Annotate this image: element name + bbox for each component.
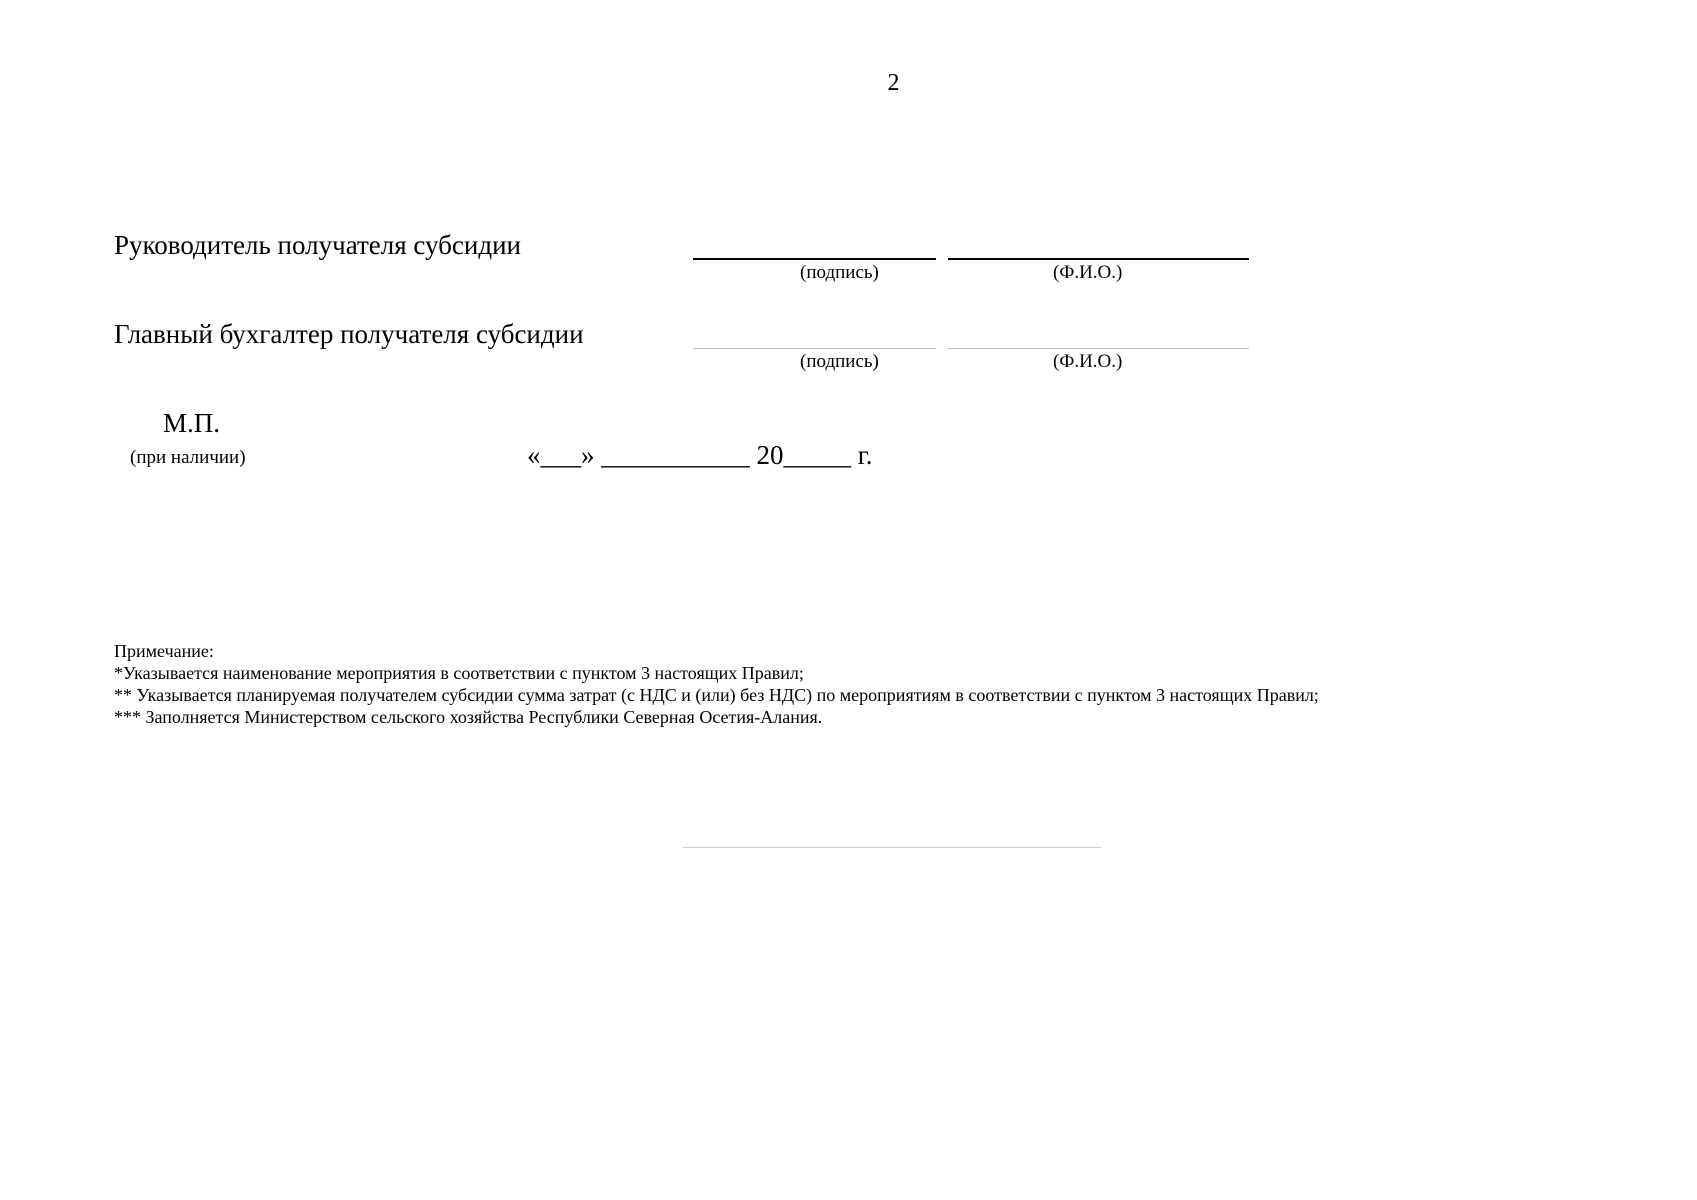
bottom-divider — [683, 847, 1101, 848]
notes-section — [114, 640, 1319, 728]
head-signature-caption: (подпись) — [800, 262, 879, 283]
stamp-label: М.П. — [163, 408, 221, 438]
note-item: *Указывается наименование мероприятия в соответствии с пунктом 3 настоящих Правил; — [114, 663, 804, 683]
head-role-label: Руководитель получателя субсидии — [114, 230, 521, 260]
head-name-caption: (Ф.И.О.) — [1053, 262, 1123, 283]
page-number: 2 — [887, 70, 900, 96]
accountant-name-line — [948, 348, 1249, 349]
head-name-line — [948, 258, 1249, 260]
accountant-name-caption: (Ф.И.О.) — [1053, 351, 1123, 372]
notes-heading: Примечание: — [114, 641, 214, 661]
accountant-role-label: Главный бухгалтер получателя субсидии — [114, 319, 584, 349]
accountant-signature-line — [693, 348, 936, 349]
stamp-note: (при наличии) — [130, 447, 246, 468]
note-item: *** Заполняется Министерством сельского хозяйства Республики Северная Осетия-Алания. — [114, 707, 823, 727]
accountant-signature-caption: (подпись) — [800, 351, 879, 372]
note-item: ** Указывается планируемая получателем субсидии сумма затрат (с НДС и (или) без НДС) по мероприятиям в соответствии с пунктом 3 настоящих Правил; — [114, 685, 1319, 705]
head-signature-line — [693, 258, 936, 260]
date-line: «___» ___________ 20_____ г. — [527, 440, 873, 470]
